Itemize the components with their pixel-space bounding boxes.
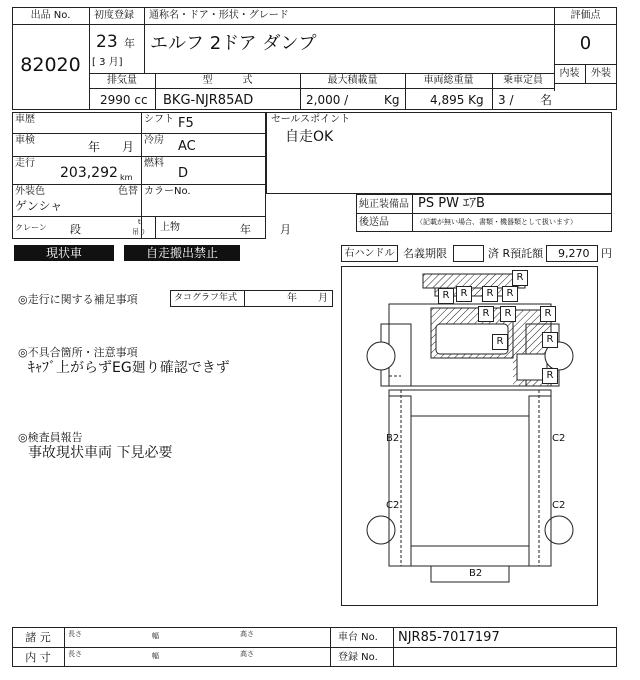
inspector-title: ◎検査員報告	[18, 431, 83, 444]
payload-unit: Kg	[384, 93, 400, 107]
color-value: ゲンシャ	[15, 199, 63, 213]
first-reg-year: 23	[96, 32, 118, 52]
damage-code-b2-left: B2	[386, 433, 400, 444]
displacement-label: 排気量	[107, 75, 137, 86]
lot-label: 出品 No.	[30, 10, 71, 21]
model: BKG-NJR85AD	[163, 93, 254, 108]
length-label-2: 長さ	[68, 650, 82, 658]
registration-label: 登録 No.	[338, 652, 378, 663]
crane-stage: 段	[70, 223, 81, 236]
status-badge-current: 現状車	[14, 245, 114, 261]
sales-point-label: セールスポイント	[271, 114, 351, 125]
damage-mark: R	[456, 286, 472, 302]
damage-mark: R	[502, 286, 518, 302]
recycle-amount: 9,270	[558, 247, 590, 260]
exterior-label: 外装	[591, 68, 611, 79]
fuel-label: 燃料	[144, 158, 164, 169]
footer-inner-label: 内 寸	[25, 651, 51, 664]
name-label: 通称名・ドア・形状・グレード	[149, 10, 289, 21]
damage-mark: R	[512, 270, 528, 286]
inspection-month: 月	[122, 140, 135, 154]
damage-mark: R	[542, 332, 558, 348]
equipment-value: PS PW ｴｱB	[418, 196, 485, 211]
sales-point-value: 自走OK	[285, 129, 334, 145]
upper-month: 月	[280, 223, 291, 236]
footer-spec-label: 諸 元	[25, 631, 51, 644]
capacity-label: 乗車定員	[503, 75, 543, 86]
defects-title: ◎不具合箇所・注意事項	[18, 346, 138, 359]
color-change-label: 色替	[118, 186, 138, 197]
mileage-unit: km	[120, 173, 133, 182]
damage-mark: R	[492, 334, 508, 350]
name-change-box	[453, 245, 484, 262]
score-value: 0	[579, 33, 592, 54]
inspection-label: 車検	[15, 135, 35, 146]
model-label: 型 式	[202, 75, 253, 86]
inspection-year: 年	[88, 140, 101, 154]
tachograph-month: 月	[318, 293, 328, 304]
damage-mark: R	[438, 288, 454, 304]
height-label-1: 高さ	[240, 630, 254, 638]
tachograph-year: 年	[287, 293, 297, 304]
upper-label: 上物	[160, 222, 180, 233]
height-label-2: 高さ	[240, 650, 254, 658]
chassis-value: NJR85-7017197	[398, 630, 500, 645]
first-reg-month: [ 3 月]	[92, 57, 123, 68]
color-label: 外装色	[15, 186, 45, 197]
history-label: 車歴	[15, 114, 35, 125]
weight-label: 車両総重量	[423, 75, 474, 86]
mileage-value: 203,292	[60, 165, 118, 181]
capacity: 3 /	[498, 93, 514, 107]
status-badge-no-self-drive: 自走搬出禁止	[124, 245, 240, 261]
length-label-1: 長さ	[68, 630, 82, 638]
driving-notes-title: ◎走行に関する補足事項	[18, 293, 138, 306]
shift-value: F5	[178, 116, 194, 131]
damage-mark: R	[478, 306, 494, 322]
shift-label: シフト	[144, 114, 174, 125]
color-code-label: カラーNo.	[144, 186, 191, 197]
damage-mark: R	[542, 368, 558, 384]
lot-number: 82020	[20, 54, 81, 76]
damage-code-c2-left-lower: C2	[386, 500, 400, 511]
accessories-note: （記載が無い場合、書類・機器類として扱います）	[416, 218, 577, 226]
weight: 4,895 Kg	[430, 93, 484, 107]
damage-mark: R	[540, 306, 556, 322]
inspector-text: 事故現状車両 下見必要	[28, 445, 173, 461]
damage-mark: R	[482, 286, 498, 302]
equipment-label: 純正装備品	[359, 199, 409, 210]
damage-mark: R	[500, 306, 516, 322]
tachograph-label: タコグラフ年式	[174, 293, 238, 303]
crane-label: クレーン	[15, 223, 47, 232]
aircon-value: AC	[178, 139, 196, 154]
damage-code-c2-right-lower: C2	[552, 500, 566, 511]
width-label-1: 幅	[152, 632, 159, 640]
year-unit: 年	[124, 37, 135, 50]
payload-label: 最大積載量	[327, 75, 378, 86]
name-change-label: 名義期限	[403, 247, 447, 260]
interior-label: 内装	[559, 68, 580, 79]
accessories-label: 後送品	[359, 217, 389, 228]
damage-code-c2-right: C2	[552, 433, 566, 444]
vehicle-name: エルフ 2ドア ダンプ	[150, 33, 317, 54]
displacement: 2990 cc	[100, 93, 148, 107]
damage-code-b2-bottom: B2	[469, 568, 483, 579]
fuel-value: D	[178, 166, 189, 181]
defects-text: ｷｬﾌﾞ上がらずEG廻り確認できず	[28, 360, 230, 376]
crane-load-top: t	[138, 218, 141, 226]
upper-year: 年	[240, 223, 251, 236]
width-label-2: 幅	[152, 652, 159, 660]
first-reg-label: 初度登録	[94, 10, 134, 21]
capacity-unit: 名	[540, 93, 553, 107]
crane-load-label: 吊り	[132, 228, 146, 236]
score-label: 評価点	[570, 10, 601, 21]
yen-unit: 円	[601, 247, 612, 260]
steering-value: 右ハンドル	[344, 248, 395, 259]
mileage-label: 走行	[15, 158, 35, 169]
aircon-label: 冷房	[144, 135, 164, 146]
chassis-label: 車台 No.	[338, 632, 378, 643]
recycle-label: 済 R預託額	[488, 247, 544, 260]
payload: 2,000 /	[306, 93, 349, 107]
